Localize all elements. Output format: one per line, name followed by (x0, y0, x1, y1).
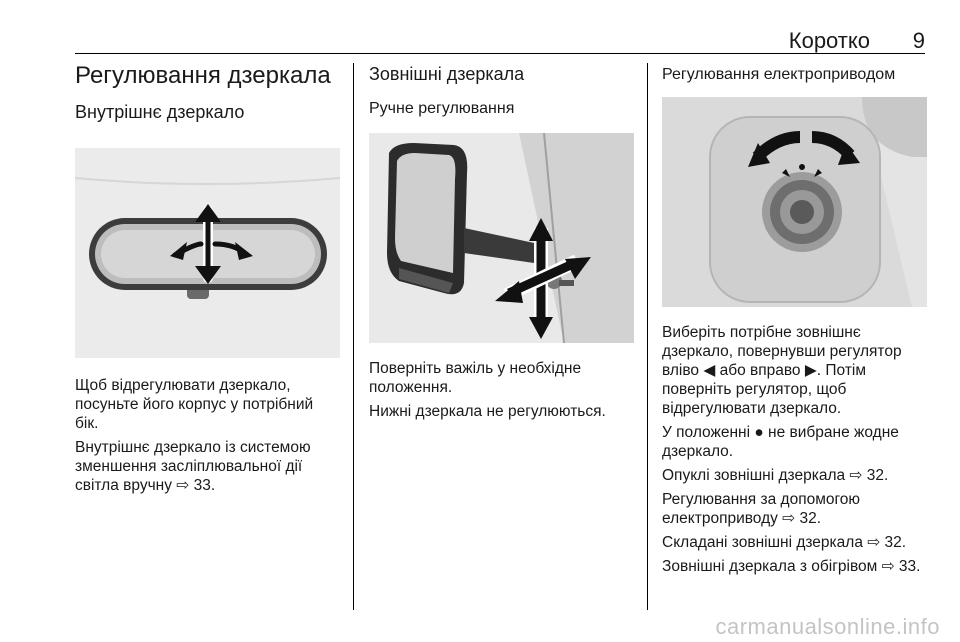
paragraph: Регулювання за допомогою електроприводу ⇨ 32. (662, 491, 861, 527)
section-heading: Зовнішні дзеркала (369, 64, 525, 84)
paragraph: Нижні дзеркала не регулюються. (369, 403, 606, 420)
column-middle (369, 63, 634, 421)
paragraph: Щоб відрегулювати дзеркало, посуньте його корпус у потрібний бік. (75, 377, 314, 432)
paragraph: У положенні ● не вибране жодне дзеркало. (662, 424, 899, 460)
column-left (75, 63, 340, 495)
page-header (75, 28, 925, 52)
section-heading: Регулювання дзеркала (75, 62, 331, 89)
subsection-heading: Регулювання електроприводом (662, 66, 896, 83)
exterior-mirror-manual-figure (369, 133, 634, 343)
paragraph: Складані зовнішні дзеркала ⇨ 32. (662, 534, 907, 551)
column-divider (647, 63, 648, 610)
column-right (662, 63, 927, 576)
header-rule (75, 53, 925, 54)
power-mirror-switch-figure (662, 97, 927, 307)
paragraph: Виберіть потрібне зовнішнє дзеркало, повернувши регулятор вліво ◀ або вправо ▶. Потім поверніть регулятор, щоб відрегулювати дзеркало. (662, 324, 902, 417)
section-title: Коротко (788, 28, 870, 53)
column-divider (353, 63, 354, 610)
paragraph: Внутрішнє дзеркало із системою зменшення засліплювальної дії світла вручну ⇨ 33. (75, 439, 311, 494)
watermark: carmanualsonline.info (715, 614, 940, 639)
interior-mirror-figure (75, 148, 340, 358)
paragraph: Опуклі зовнішні дзеркала ⇨ 32. (662, 467, 889, 484)
subsection-heading: Ручне регулювання (369, 100, 515, 117)
paragraph: Поверніть важіль у необхідне положення. (369, 360, 582, 396)
page-number: 9 (912, 28, 925, 53)
subsection-heading: Внутрішнє дзеркало (75, 102, 245, 122)
paragraph: Зовнішні дзеркала з обігрівом ⇨ 33. (662, 558, 921, 575)
